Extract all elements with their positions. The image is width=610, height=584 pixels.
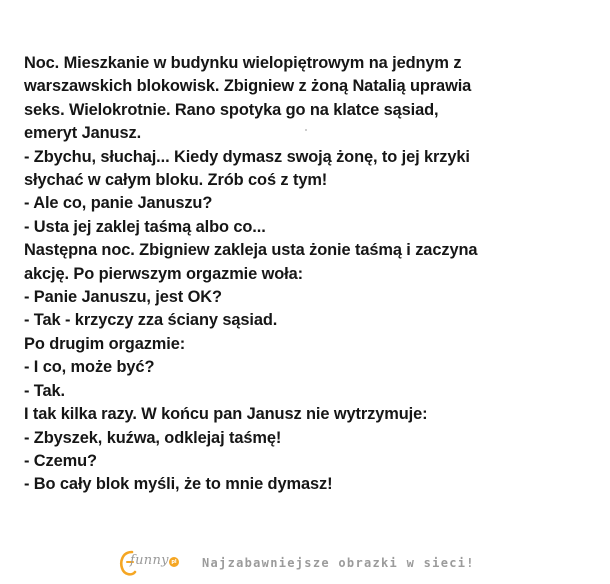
- joke-line: - Czemu?: [24, 451, 97, 470]
- joke-line: - Panie Januszu, jest OK?: [24, 288, 222, 307]
- joke-line: - Ale co, panie Januszu?: [24, 194, 213, 213]
- joke-line: - I co, może być?: [24, 358, 155, 377]
- image-speck: [305, 129, 307, 131]
- joke-line: - Zbychu, słuchaj... Kiedy dymasz swoją żonę, to jej krzyki: [24, 147, 470, 166]
- joke-line: słychać w całym bloku. Zrób coś z tym!: [24, 171, 328, 190]
- joke-line: - Zbyszek, kuźwa, odklejaj taśmę!: [24, 428, 282, 447]
- joke-line: warszawskich blokowisk. Zbigniew z żoną Natalią uprawia: [24, 77, 472, 96]
- joke-line: Następna noc. Zbigniew zakleja usta żonie taśmą i zaczyna: [24, 241, 478, 260]
- joke-line: - Usta jej zaklej taśmą albo co...: [24, 217, 266, 236]
- joke-line: seks. Wielokrotnie. Rano spotyka go na klatce sąsiad,: [24, 100, 439, 119]
- footer-tagline: Najzabawniejsze obrazki w sieci!: [202, 556, 475, 570]
- footer: [118, 548, 475, 578]
- joke-line: Noc. Mieszkanie w budynku wielopiętrowym na jednym z: [24, 54, 462, 72]
- logo-badge: pl: [169, 557, 179, 567]
- joke-line: - Tak.: [24, 381, 65, 400]
- joke-text: [24, 52, 596, 497]
- joke-line: - Bo cały blok myśli, że to mnie dymasz!: [24, 475, 333, 494]
- joke-line: Po drugim orgazmie:: [24, 334, 186, 353]
- funny-logo: [118, 548, 182, 578]
- logo-word: funny: [130, 553, 169, 568]
- joke-line: I tak kilka razy. W końcu pan Janusz nie wytrzymuje:: [24, 405, 428, 424]
- joke-line: - Tak - krzyczy zza ściany sąsiad.: [24, 311, 278, 330]
- joke-line: akcję. Po pierwszym orgazmie woła:: [24, 264, 303, 283]
- joke-line: emeryt Janusz.: [24, 124, 142, 143]
